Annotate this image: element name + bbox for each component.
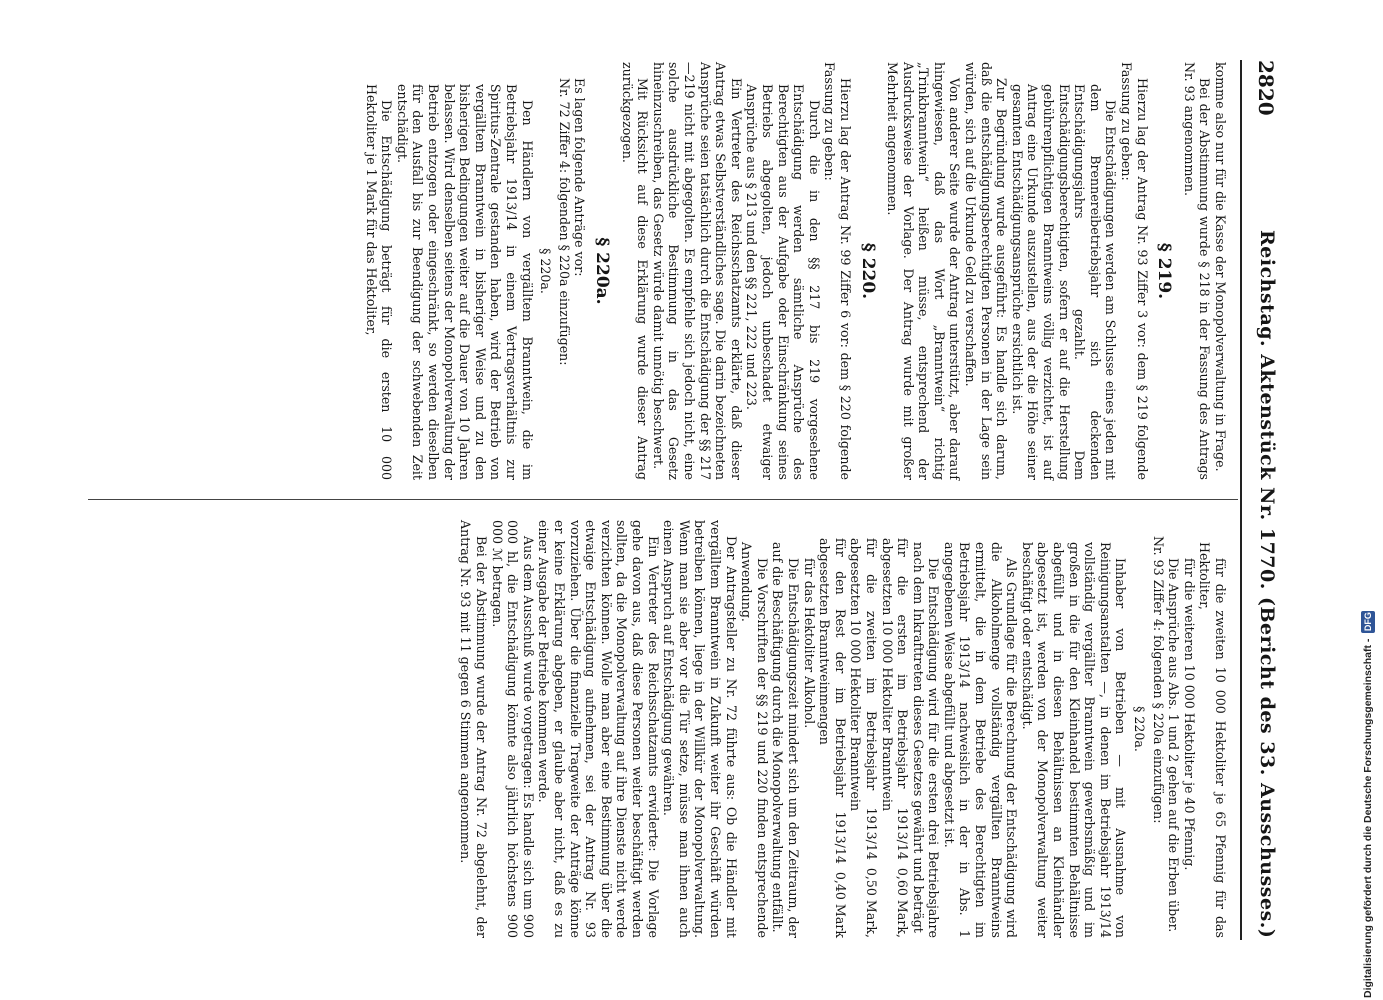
list-item — [817, 520, 848, 938]
list-item — [879, 520, 910, 938]
quoted-paragraph: Durch die in den §§ 217 bis 219 vorgesehene Entschädigung werden sämtliche Ansprüche des Berechtigten aus der Aufgabe oder Einschränkung seines Betriebs abgegolten, jedoch unbeschadet etwaiger Ansprüche aus § 213 und den §§ 221, 222 und 223. — [744, 84, 822, 480]
paragraph: Nr. 93 Ziffer 4: folgenden § 220a einzufügen: — [1150, 536, 1166, 824]
page-number: 2820 — [1254, 60, 1278, 116]
paragraph: komme also nur für die Kasse der Monopolverwaltung in Frage. — [1213, 62, 1228, 472]
column-divider — [88, 499, 1238, 500]
paragraph: Nr. 72 Ziffer 4: folgenden § 220a einzufügen: — [556, 78, 572, 366]
quoted-paragraph: für die zweiten 10 000 Hektoliter je 65 Pfennig für das Hektoliter, — [1197, 542, 1228, 938]
paragraph: Mit Rücksicht auf diese Erklärung wurde dieser Antrag zurückgezogen. — [619, 62, 651, 480]
paragraph: Zur Begründung wurde ausgeführt: Es handle sich darum, daß die entschädigungsberechtigten Personen in der Lage sein würden, sich auf die Urkunde Geld zu verschaffen. — [963, 62, 1010, 480]
quoted-paragraph: Inhaber von Betrieben — mit Ausnahme von Reinigungsanstalten —, in denen im Betriebsjahr 1913/14 vollständig vergällter Branntwein gewerbsmäßig und im großen in die für den Kleinhandel bestimmten Behältnisse abgefüllt und in diesen Behältnissen an Kleinhändler abgesetzt ist, werden von der Monopolverwaltung weiter beschäftigt oder entschädigt. — [1019, 542, 1129, 938]
page-title: Reichstag. Aktenstück Nr. 1770. (Bericht des 33. Ausschusses.) — [1256, 230, 1278, 939]
left-column — [363, 62, 1228, 480]
paragraph: Bei der Abstimmung wurde der Antrag Nr. 72 abgelehnt, der Antrag Nr. 93 mit 11 gegen 6 Stimmen angenommen. — [458, 520, 490, 938]
quoted-paragraph: Die Entschädigung beträgt für die ersten 10 000 Hektoliter je 1 Mark für das Hektoliter, — [363, 84, 395, 480]
list-item-value: 0,40 Mark — [832, 871, 848, 938]
section-heading: § 220. — [857, 242, 878, 300]
paragraph: Hierzu lag der Antrag Nr. 93 Ziffer 3 vor: dem § 219 folgende Fassung zu geben: — [1119, 62, 1150, 480]
paragraph: Bei der Abstimmung wurde § 218 in der Fassung des Antrags Nr. 93 angenommen. — [1181, 62, 1213, 480]
quoted-paragraph: Die Entschädigungen werden am Schlusse eines jeden mit dem Brennereibetriebsjahr sich deckenden Entschädigungsjahrs gezahlt. Dem Entschädigungsberechtigten, sofern er auf die Herstellung gebührenpflichtigen Branntweins völlig verzichtet, ist auf Antrag eine Urkunde auszustellen, aus der die Höhe seiner gesamten Entschädigungsansprüche ersichtlich ist. — [1009, 84, 1119, 480]
list-item-text: für die zweiten im Betriebsjahr 1913/14 abgesetzten 10 000 Hektoliter Branntwein — [848, 538, 879, 860]
credit-text: Digitalisierung gefördert durch die Deutsche Forschungsgemeinschaft - — [1362, 638, 1374, 998]
quoted-paragraph: für die weiteren 10 000 Hektoliter je 40 Pfennig. — [1181, 558, 1197, 871]
quoted-paragraph: Die Ansprüche aus Abs. 1 und 2 gehen auf die Erben über. — [1166, 558, 1182, 933]
paragraph: Hierzu lag der Antrag Nr. 99 Ziffer 6 vor: dem § 220 folgende Fassung zu geben: — [822, 62, 853, 480]
list-item — [848, 520, 879, 938]
subsection-label: § 220a. — [1132, 706, 1148, 752]
paragraph: Ein Vertreter des Reichsschatzamts erwiderte: Die Vorlage gehe davon aus, daß diese Personen weiter beschäftigt werden sollten, da die Monopolverwaltung auf ihre Dienste nicht werde verzichten können. Wolle man aber eine Bestimmung über die etwaige Entschädigung aufnehmen, sei der Antrag Nr. 93 vorzuziehen. Über die finanzielle Tragweite der Anträge könne er keine Erklärung abgeben, er glaube aber nicht, daß es zu einer Ausgabe der Betriebe kommen werde. — [536, 520, 661, 938]
list-item-text: für die ersten im Betriebsjahr 1913/14 abgesetzten 10 000 Hektoliter Branntwein — [879, 538, 911, 860]
list-item-value: 0,60 Mark, — [895, 867, 911, 938]
quoted-paragraph: Die Entschädigungszeit mindert sich um den Zeitraum, der auf die Beschäftigung durch die Monopolverwaltung entfällt. — [770, 542, 801, 938]
digitization-credit — [1359, 6, 1377, 998]
section-heading: § 220a. — [592, 237, 613, 305]
quoted-paragraph: Den Händlern von vergälltem Branntwein, die im Betriebsjahr 1913/14 in einem Vertragsverhältnis zur Spiritus-Zentrale gestanden haben, wird der Betrieb von vergälltem Branntwein in bisheriger Weise und zu den bisherigen Bedingungen weiter auf die Dauer von 10 Jahren belassen. Wird denselben seitens der Monopolverwaltung der Betrieb entzogen oder eingeschränkt, so werden dieselben für den Ausfall bis zur Beendigung der schwebenden Zeit entschädigt. — [394, 84, 535, 480]
quoted-paragraph: Die Entschädigung wird für die ersten drei Betriebsjahre nach dem Inkrafttreten dieses Gesetzes gewährt und beträgt — [910, 542, 942, 938]
quoted-paragraph: Als Grundlage für die Berechnung der Entschädigung wird die Alkoholmenge vollständig vergällten Branntweins ermittelt, die in dem Betriebe des Berechtigten im Betriebsjahr 1913/14 nachweislich in der in Abs. 1 angegebenen Weise abgefüllt und abgesetzt ist. — [941, 542, 1020, 938]
paragraph: Der Antragsteller zu Nr. 72 führte aus: Ob die Händler mit vergälltem Branntwein in Zukunft weiter ihr Geschäft würden betreiben können, liege in der Willkür der Monopolverwaltung. Wenn man sie aber vor die Tür setze, müsse man ihnen auch einen Anspruch auf Entschädigung gewähren. — [661, 520, 739, 938]
paragraph: Es lagen folgende Anträge vor: — [572, 78, 588, 277]
page-header — [1244, 60, 1278, 940]
paragraph: Von anderer Seite wurde der Antrag unterstützt, aber darauf hingewiesen, daß das Wort „Branntwein“ richtig „Trinkbranntwein“ heißen müsse, entsprechend der Ausdrucksweise der Vorlage. Der Antrag wurde mit großer Mehrheit angenommen. — [885, 62, 963, 480]
paragraph: Aus dem Ausschuß wurde vorgetragen: Es handle sich um 900 000 hl, die Entschädigung könnte also jährlich höchstens 900 000 ℳ betragen. — [489, 520, 536, 938]
section-heading: § 219. — [1154, 242, 1175, 300]
quoted-paragraph: Die Vorschriften der §§ 219 und 220 finden entsprechende Anwendung. — [739, 542, 770, 938]
dfg-logo-icon: DFG — [1363, 612, 1373, 632]
subsection-label: § 220a. — [538, 248, 554, 294]
list-item-text: für den Rest der im Betriebsjahr 1913/14 abgesetzten Branntweinmengen — [817, 538, 848, 864]
header-rule — [1240, 60, 1242, 940]
right-column — [458, 520, 1228, 938]
paragraph: Ein Vertreter des Reichsschatzamts erklärte, daß dieser Antrag etwas Selbstverständliches sage. Die darin bezeichneten Ansprüche seien tatsächlich durch die Entschädigung der §§ 217—219 nicht mit abgegolten. Es empfehle sich jedoch nicht, eine solche ausdrückliche Bestimmung in das Gesetz hineinzuschreiben, das Gesetz würde damit unnötig beschwert. — [650, 62, 744, 480]
list-item-value: 0,50 Mark, — [863, 867, 879, 938]
quoted-paragraph: für das Hektoliter Alkohol. — [801, 558, 817, 729]
